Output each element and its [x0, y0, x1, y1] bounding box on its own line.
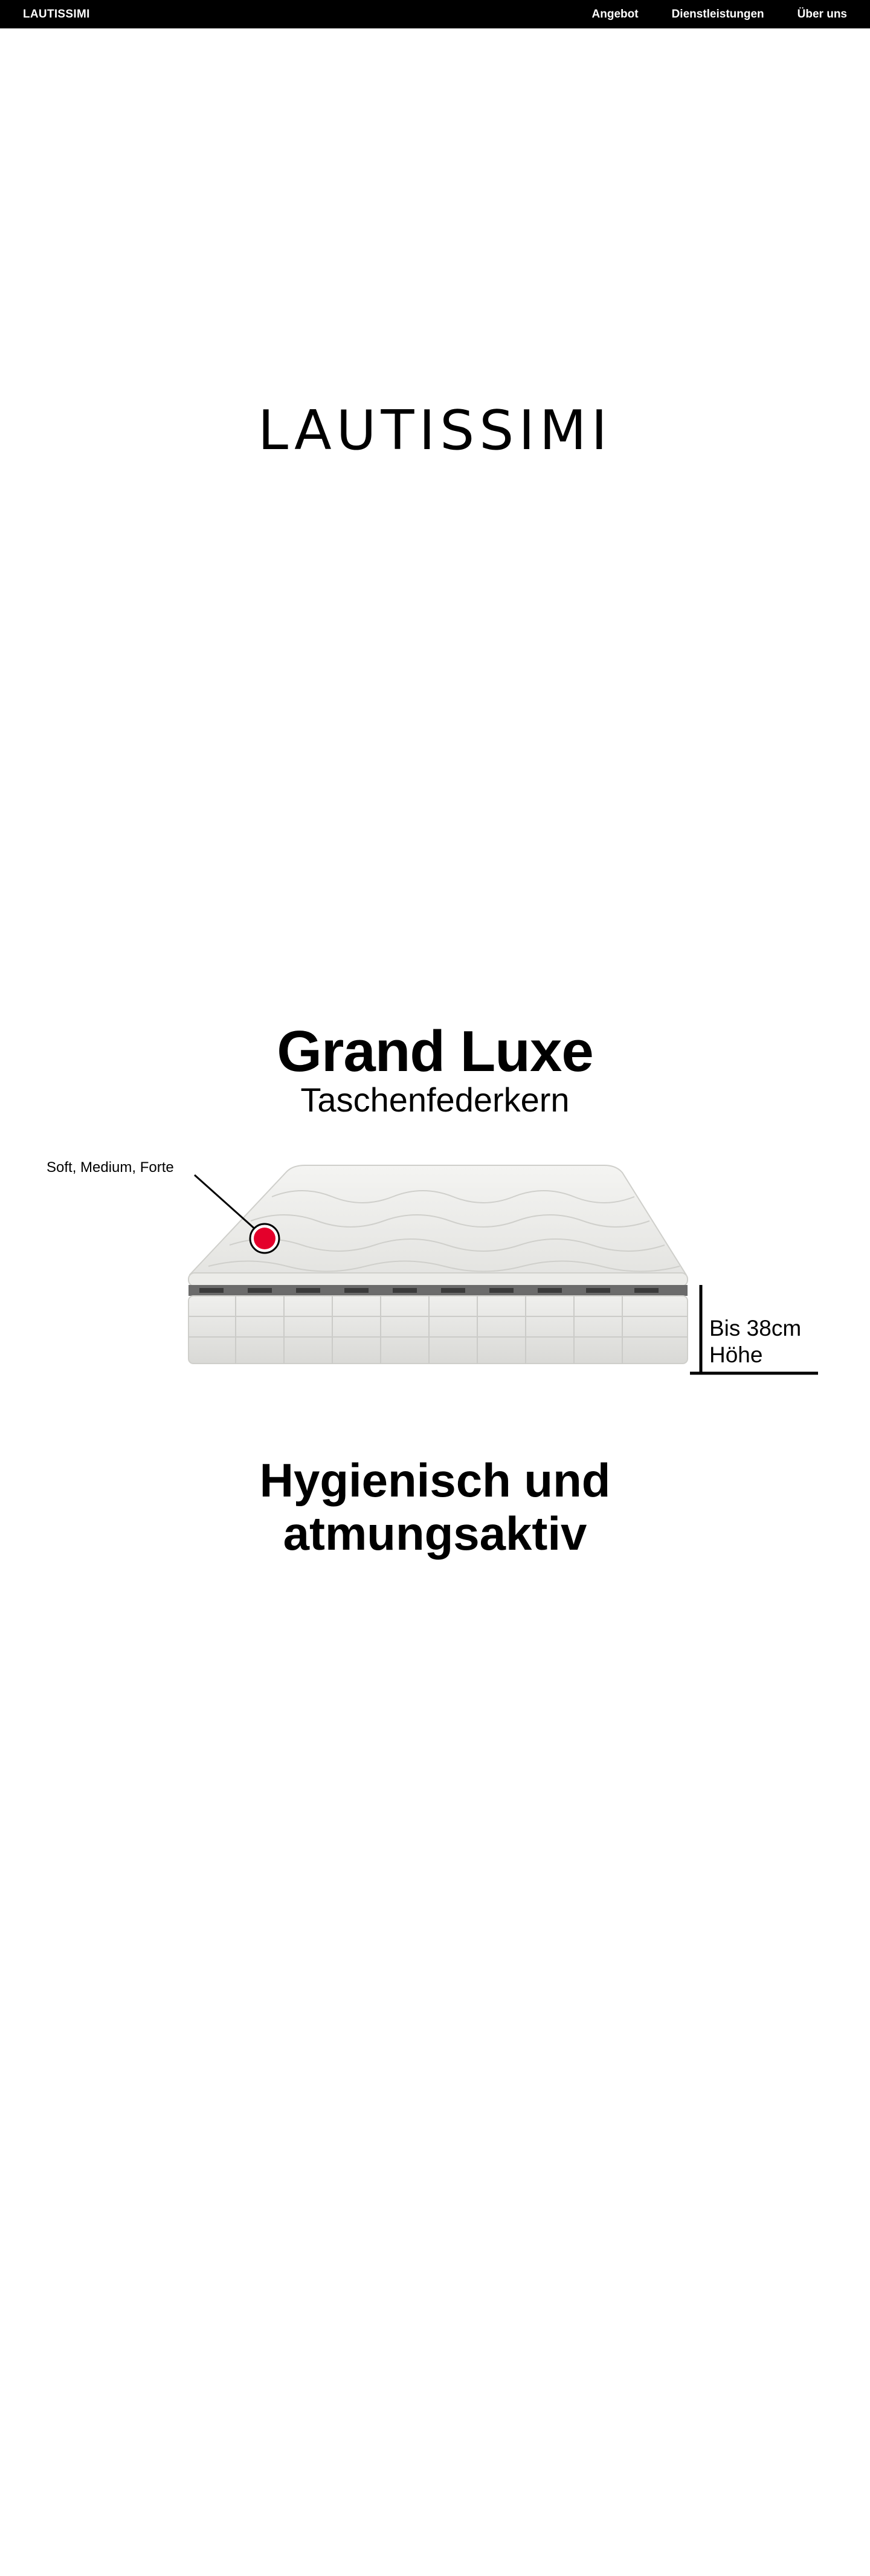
main-nav — [592, 8, 847, 21]
features-title-line2: atmungsaktiv — [283, 1507, 587, 1560]
height-label-value: Bis 38cm — [709, 1316, 802, 1341]
hero-logo-text: LAUTISSIMI — [257, 399, 613, 462]
nav-link-dienstleistungen[interactable]: Dienstleistungen — [671, 7, 764, 21]
nav-link-angebot[interactable]: Angebot — [591, 7, 639, 21]
firmness-label: Soft, Medium, Forte — [47, 1159, 174, 1176]
product-title: Grand Luxe — [277, 1019, 593, 1084]
top-navbar — [0, 0, 870, 28]
height-label-unit: Höhe — [709, 1342, 763, 1367]
features-title — [0, 1454, 870, 1560]
mattress-image — [181, 1160, 695, 1378]
height-label — [709, 1315, 801, 1368]
nav-link-ueber-uns[interactable]: Über uns — [797, 7, 847, 21]
product-subtitle: Taschenfederkern — [300, 1081, 570, 1119]
features-title-line1: Hygienisch und — [259, 1454, 611, 1507]
brand-logo-link[interactable]: LAUTISSIMI — [23, 7, 90, 21]
